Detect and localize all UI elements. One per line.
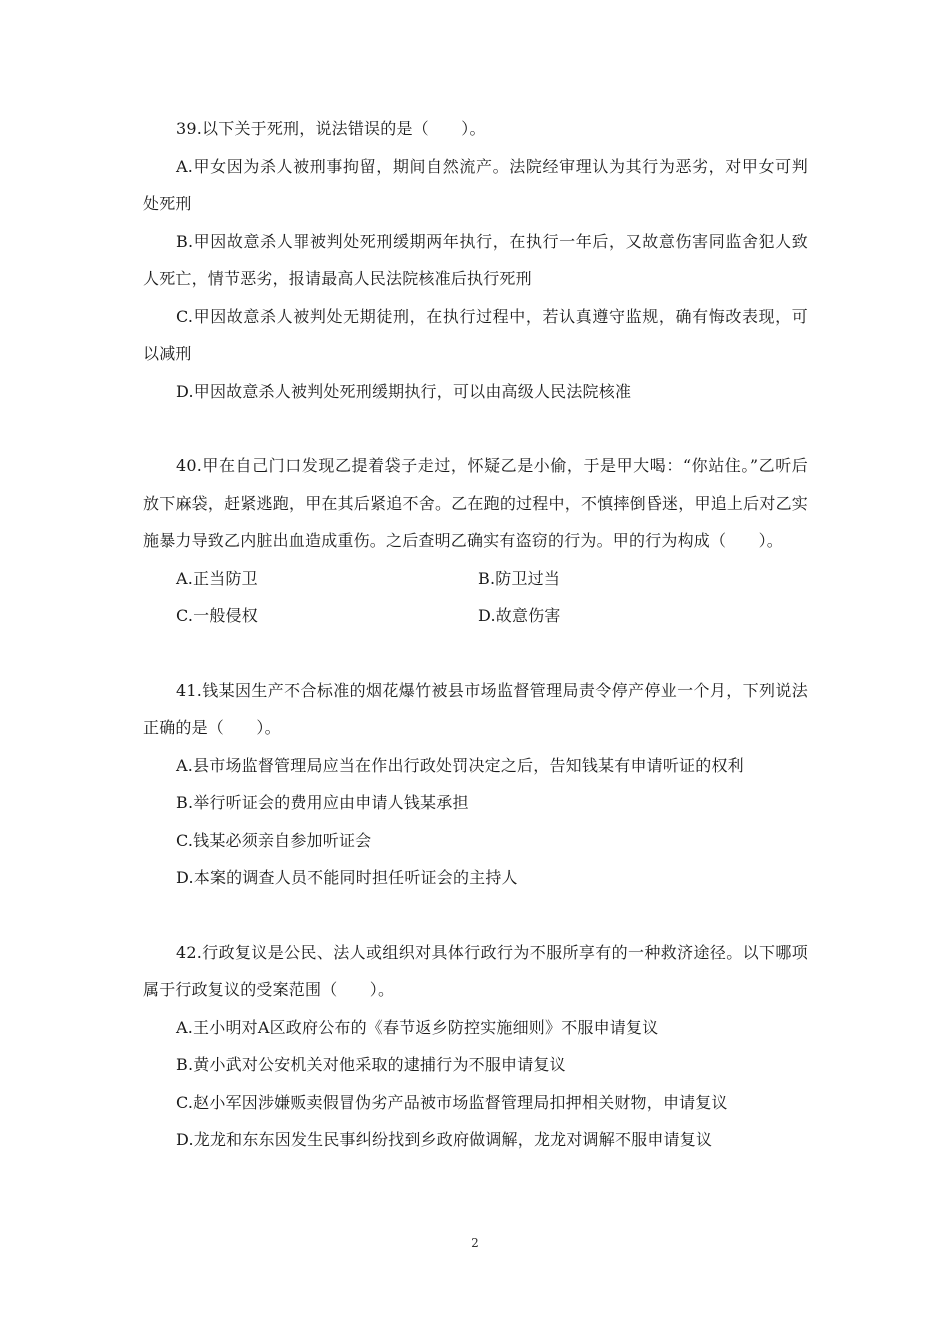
option-d: D.本案的调查人员不能同时担任听证会的主持人 (176, 868, 518, 887)
options-grid (143, 560, 808, 635)
page-number: 2 (471, 1236, 479, 1250)
option-b: B.举行听证会的费用应由申请人钱某承担 (176, 793, 469, 812)
option-a: A.王小明对A区政府公布的《春节返乡防控实施细则》不服申请复议 (176, 1017, 659, 1037)
option-a: A.正当防卫 (176, 568, 258, 588)
question-stem: 40.甲在自己门口发现乙提着袋子走过，怀疑乙是小偷，于是甲大喝：“你站住。”乙听后放下麻袋，赶紧逃跑，甲在其后紧追不舍。乙在跑的过程中，不慎摔倒昏迷，甲追上后对乙实施暴力导致乙内脏出血造成重伤。之后查明乙确实有盗窃的行为。甲的行为构成（ ）。 (143, 456, 808, 550)
option-c: C.一般侵权 (176, 606, 258, 625)
question-41 (143, 672, 808, 897)
option-c: C.甲因故意杀人被判处无期徒刑，在执行过程中，若认真遵守监规，确有悔改表现，可以减刑 (143, 306, 808, 363)
question-39 (143, 110, 808, 410)
option-c: C.钱某必须亲自参加听证会 (176, 830, 372, 850)
option-b: B.防卫过当 (478, 568, 561, 588)
option-a: A.甲女因为杀人被刑事拘留，期间自然流产。法院经审理认为其行为恶劣，对甲女可判处死刑 (143, 156, 808, 213)
question-stem: 39.以下关于死刑，说法错误的是（ ）。 (176, 119, 486, 138)
option-b: B.黄小武对公安机关对他采取的逮捕行为不服申请复议 (176, 1055, 566, 1074)
option-d: D.龙龙和东东因发生民事纠纷找到乡政府做调解，龙龙对调解不服申请复议 (176, 1130, 713, 1149)
question-40 (143, 447, 808, 635)
option-c: C.赵小军因涉嫌贩卖假冒伪劣产品被市场监督管理局扣押相关财物，申请复议 (176, 1092, 728, 1112)
option-a: A.县市场监督管理局应当在作出行政处罚决定之后，告知钱某有申请听证的权利 (176, 755, 744, 775)
option-b: B.甲因故意杀人罪被判处死刑缓期两年执行，在执行一年后，又故意伤害同监舍犯人致人死亡，情节恶劣，报请最高人民法院核准后执行死刑 (143, 231, 808, 288)
page-content (143, 110, 808, 1196)
option-d: D.故意伤害 (478, 606, 561, 625)
option-d: D.甲因故意杀人被判处死刑缓期执行，可以由高级人民法院核准 (176, 381, 632, 401)
question-stem: 42.行政复议是公民、法人或组织对具体行政行为不服所享有的一种救济途径。以下哪项属于行政复议的受案范围（ ）。 (143, 942, 808, 999)
question-stem: 41.钱某因生产不合标准的烟花爆竹被县市场监督管理局责令停产停业一个月，下列说法正确的是（ ）。 (143, 680, 808, 737)
question-42 (143, 934, 808, 1159)
